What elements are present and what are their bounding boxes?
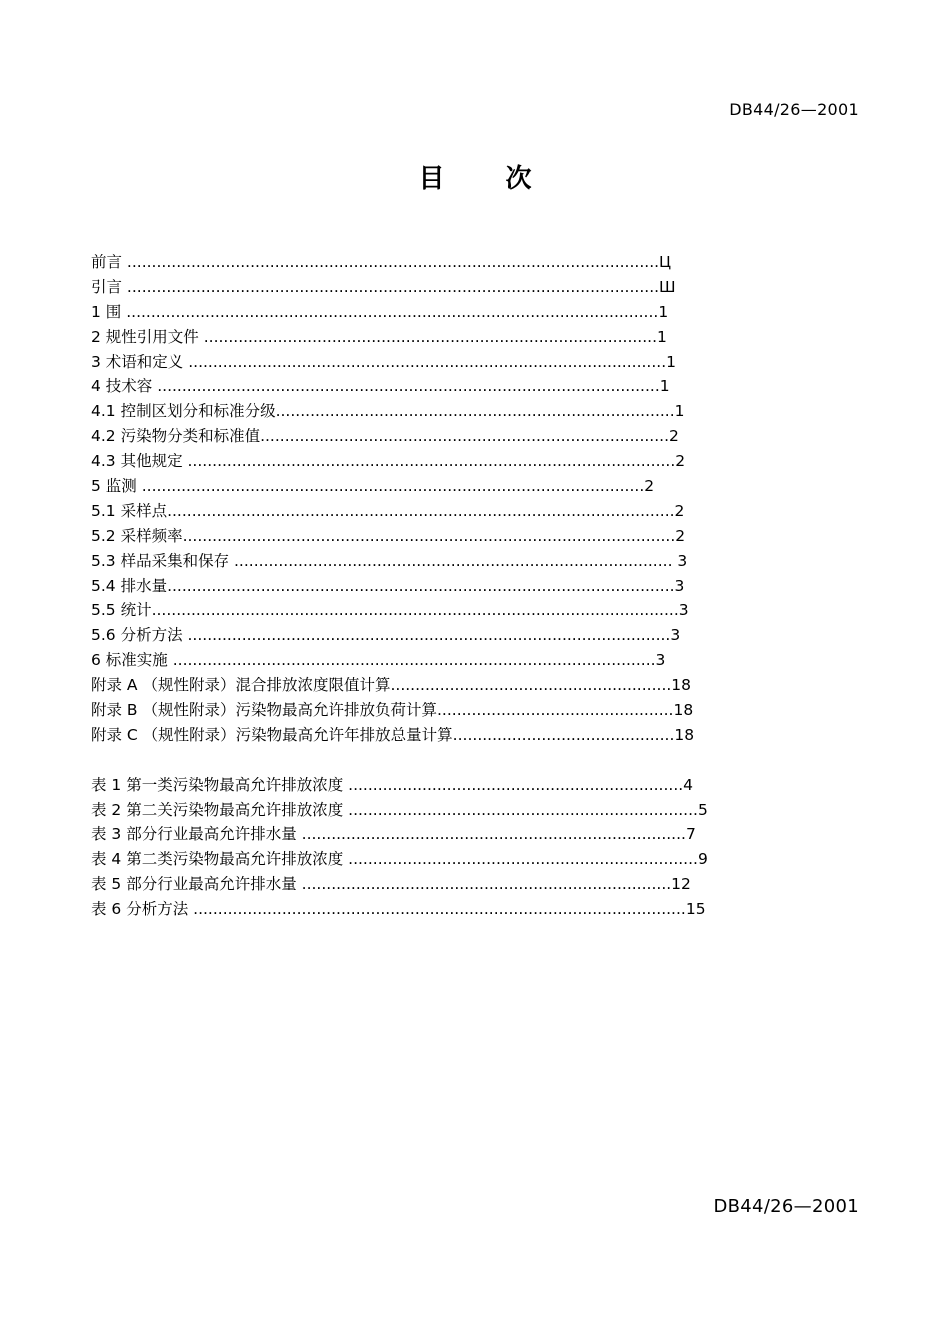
- toc-entry-appendix-b[interactable]: 附录 B （规性附录）污染物最高允许排放负荷计算................................................18: [91, 701, 694, 720]
- toc-entry-4-3[interactable]: 4.3 其他规定 ...................................................................................................2: [91, 452, 686, 471]
- toc-table-6[interactable]: 表 6 分析方法 ....................................................................................................15: [91, 900, 706, 919]
- toc-entry-5-2[interactable]: 5.2 采样频率....................................................................................................2: [91, 526, 686, 545]
- table-of-contents: [91, 250, 708, 922]
- toc-table-5[interactable]: 表 5 部分行业最高允许排水量 ...........................................................................12: [91, 875, 691, 894]
- toc-table-4[interactable]: 表 4 第二类污染物最高允许排放浓度 .......................................................................9: [91, 850, 708, 869]
- toc-entry-appendix-a[interactable]: 附录 A （规性附录）混合排放浓度限值计算.........................................................18: [91, 676, 692, 695]
- toc-entry-preface[interactable]: 前言 ............................................................................................................Ц: [91, 253, 672, 271]
- toc-entry-5-6[interactable]: 5.6 分析方法 ..................................................................................................3: [91, 626, 681, 645]
- toc-table-1[interactable]: 表 1 第一类污染物最高允许排放浓度 ....................................................................4: [91, 775, 694, 794]
- toc-entry-4-2[interactable]: 4.2 污染物分类和标准值...................................................................................2: [91, 427, 679, 446]
- page-title: 目 次: [418, 164, 558, 194]
- toc-section-gap: [91, 748, 708, 773]
- header-document-code: DB44/26—2001: [729, 100, 859, 119]
- toc-entry-4-1[interactable]: 4.1 控制区划分和标准分级.................................................................................1: [91, 402, 685, 421]
- toc-entry-appendix-c[interactable]: 附录 C （规性附录）污染物最高允许年排放总量计算.............................................18: [91, 725, 695, 744]
- toc-entry-5-3[interactable]: 5.3 样品采集和保存 ......................................................................................... 3: [91, 551, 688, 570]
- toc-entry-6[interactable]: 6 标准实施 ..................................................................................................3: [91, 651, 666, 670]
- toc-entry-1[interactable]: 1 围 ............................................................................................................1: [91, 302, 669, 321]
- toc-entry-4[interactable]: 4 技术容 ......................................................................................................1: [91, 377, 670, 396]
- toc-entry-5-1[interactable]: 5.1 采样点.......................................................................................................2: [91, 501, 685, 520]
- toc-entry-5-4[interactable]: 5.4 排水量.......................................................................................................3: [91, 576, 685, 595]
- toc-entry-5[interactable]: 5 监测 ......................................................................................................2: [91, 477, 655, 496]
- footer-document-code: DB44/26—2001: [713, 1196, 859, 1217]
- toc-table-3[interactable]: 表 3 部分行业最高允许排水量 ..............................................................................7: [91, 825, 696, 844]
- toc-entry-2[interactable]: 2 规性引用文件 ............................................................................................1: [91, 327, 667, 346]
- toc-table-2[interactable]: 表 2 第二关污染物最高允许排放浓度 .......................................................................5: [91, 800, 708, 819]
- toc-entry-introduction[interactable]: 引言 ............................................................................................................Ш: [91, 277, 676, 296]
- toc-entry-5-5[interactable]: 5.5 统计...........................................................................................................3: [91, 601, 689, 620]
- toc-entry-3[interactable]: 3 术语和定义 .................................................................................................1: [91, 352, 676, 371]
